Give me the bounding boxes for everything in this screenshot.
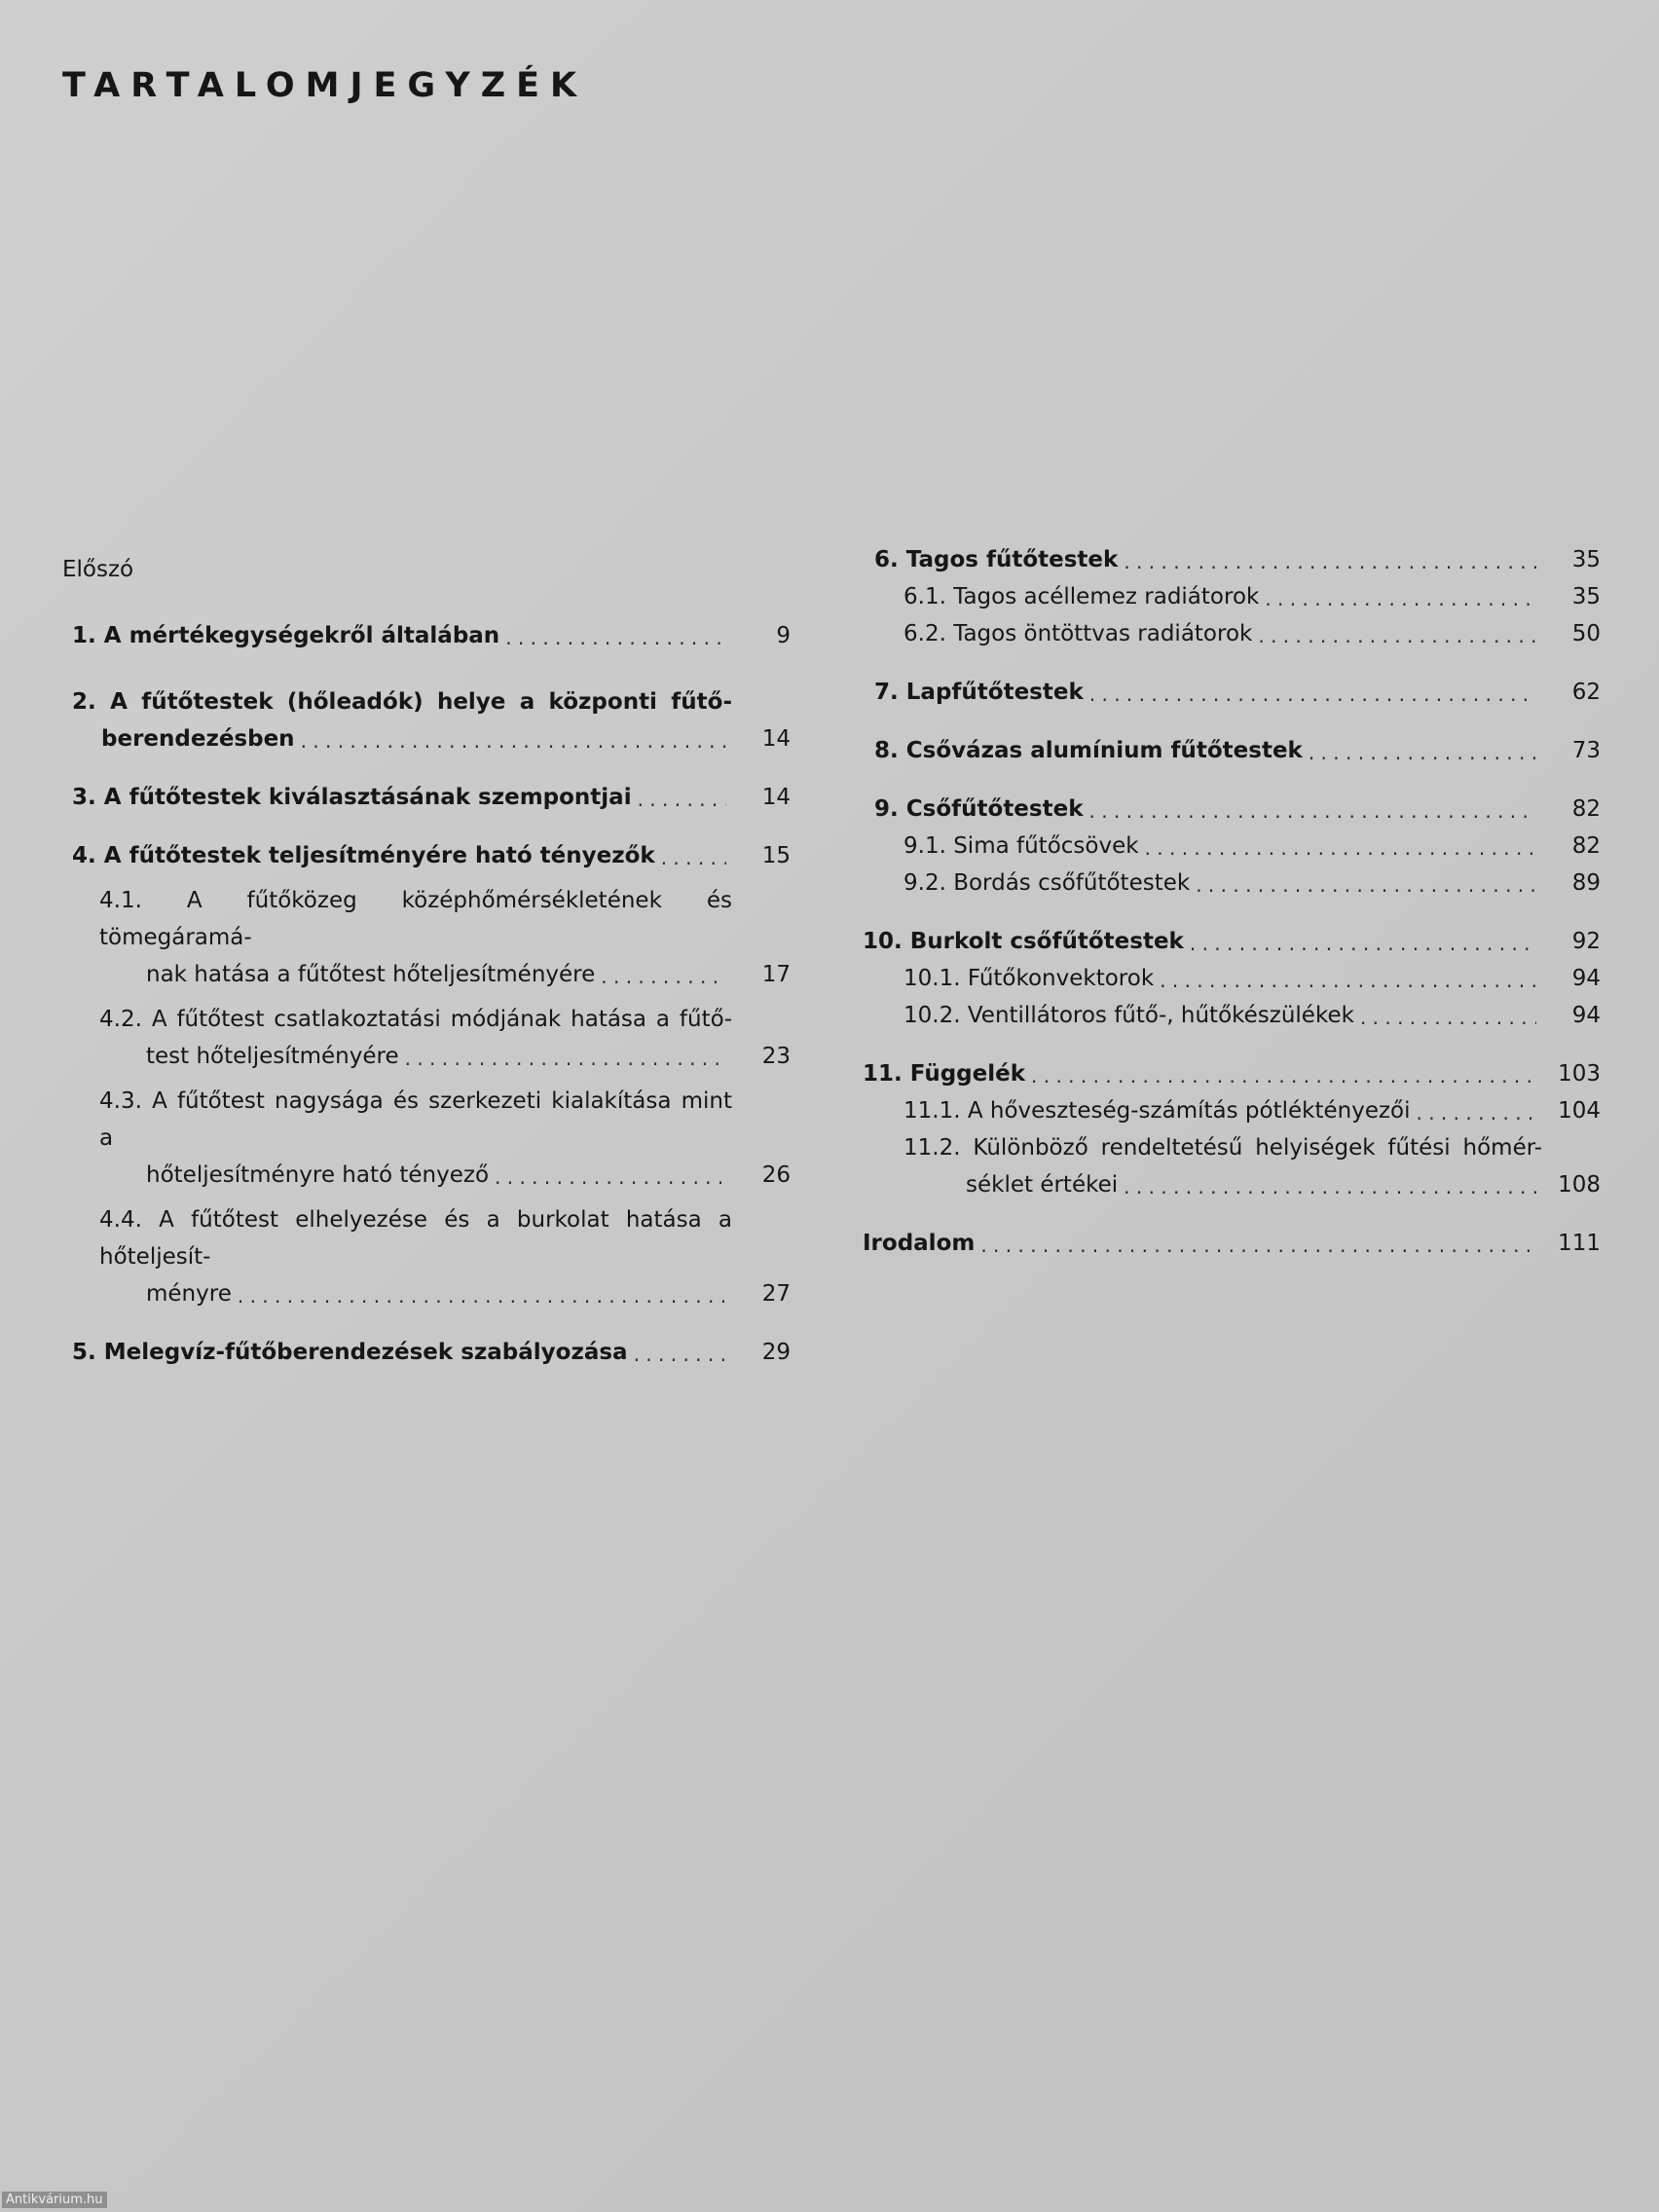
toc-entry-references bbox=[863, 1225, 1601, 1262]
toc-page-number: 82 bbox=[1571, 833, 1601, 859]
dot-leader bbox=[1309, 736, 1536, 769]
dot-leader bbox=[405, 1042, 726, 1075]
toc-entry-9-2 bbox=[863, 865, 1601, 902]
dot-leader bbox=[505, 621, 726, 654]
toc-entry-5 bbox=[62, 1334, 791, 1371]
toc-entry-label: 6.2. Tagos öntöttvas radiátorok bbox=[903, 621, 1253, 646]
toc-page-number: 94 bbox=[1571, 966, 1601, 991]
toc-entry-11-2 bbox=[863, 1129, 1601, 1203]
toc-page-number: 104 bbox=[1558, 1098, 1601, 1124]
toc-entry-7 bbox=[863, 674, 1601, 711]
toc-entry-11 bbox=[863, 1055, 1601, 1092]
toc-entry-label: 4.1. A fűtőközeg középhőmérsékletének és tömegáramá- bbox=[99, 888, 732, 950]
toc-entry-label: 2. A fűtőtestek (hőleadók) helye a központi fűtő- bbox=[72, 689, 732, 715]
toc-entry-label-cont: ményre bbox=[146, 1281, 232, 1307]
toc-entry-4 bbox=[62, 837, 791, 874]
toc-page-number: 62 bbox=[1571, 680, 1601, 705]
toc-entry-4-2 bbox=[62, 1001, 791, 1075]
toc-entry-label: 7. Lapfűtőtestek bbox=[874, 680, 1084, 705]
toc-left-column bbox=[62, 545, 791, 1371]
toc-page-number: 23 bbox=[761, 1044, 791, 1069]
dot-leader bbox=[1031, 1059, 1536, 1092]
toc-entry-11-1 bbox=[863, 1092, 1601, 1129]
toc-entry-3 bbox=[62, 779, 791, 816]
toc-page-number: 14 bbox=[761, 726, 791, 752]
toc-entry-label: 3. A fűtőtestek kiválasztásának szempontjai bbox=[72, 785, 632, 810]
dot-leader bbox=[1190, 927, 1536, 960]
toc-page-number: 29 bbox=[761, 1340, 791, 1365]
toc-page-number: 35 bbox=[1571, 547, 1601, 572]
toc-entry-6 bbox=[863, 541, 1601, 578]
toc-page-number: 94 bbox=[1571, 1003, 1601, 1028]
toc-page-number: 15 bbox=[761, 843, 791, 868]
toc-entry-label: 8. Csővázas alumínium fűtőtestek bbox=[874, 738, 1303, 763]
toc-entry-label: 6. Tagos fűtőtestek bbox=[874, 547, 1119, 572]
page-title: TARTALOMJEGYZÉK bbox=[62, 66, 588, 105]
toc-entry-label-cont: berendezésben bbox=[101, 726, 295, 752]
toc-page-number: 92 bbox=[1571, 929, 1601, 954]
dot-leader bbox=[1417, 1096, 1537, 1129]
dot-leader bbox=[980, 1229, 1536, 1262]
dot-leader bbox=[1160, 964, 1536, 997]
toc-entry-label: 9.1. Sima fűtőcsövek bbox=[903, 833, 1139, 859]
toc-entry-9 bbox=[863, 791, 1601, 828]
dot-leader bbox=[1196, 868, 1536, 902]
toc-entry-label-cont: nak hatása a fűtőtest hőteljesítményére bbox=[146, 962, 596, 987]
toc-page-number: 35 bbox=[1571, 584, 1601, 609]
dot-leader bbox=[301, 724, 726, 757]
toc-entry-6-1 bbox=[863, 578, 1601, 615]
toc-page-number: 26 bbox=[761, 1162, 791, 1188]
toc-entry-label: 5. Melegvíz-fűtőberendezések szabályozása bbox=[72, 1340, 628, 1365]
dot-leader bbox=[1124, 1170, 1536, 1203]
dot-leader bbox=[495, 1161, 726, 1194]
toc-entry-label-cont: hőteljesítményre ható tényező bbox=[146, 1162, 490, 1188]
toc-entry-10-1 bbox=[863, 960, 1601, 997]
toc-entry-label: 10.2. Ventillátoros fűtő-, hűtőkészülékek bbox=[903, 1003, 1354, 1028]
dot-leader bbox=[1145, 831, 1536, 865]
toc-entry-label: 4.4. A fűtőtest elhelyezése és a burkolat hatása a hőteljesít- bbox=[99, 1207, 733, 1270]
dot-leader bbox=[238, 1279, 726, 1312]
toc-page-number: 14 bbox=[761, 785, 791, 810]
toc-page-number: 111 bbox=[1558, 1231, 1601, 1256]
toc-entry-label: 6.1. Tagos acéllemez radiátorok bbox=[903, 584, 1260, 609]
dot-leader bbox=[1089, 678, 1536, 711]
toc-entry-label-cont: séklet értékei bbox=[966, 1172, 1119, 1198]
toc-page-number: 27 bbox=[761, 1281, 791, 1307]
dot-leader bbox=[1258, 619, 1536, 652]
toc-entry-4-3 bbox=[62, 1083, 791, 1194]
toc-entry-4-1 bbox=[62, 882, 791, 993]
toc-entry-8 bbox=[863, 732, 1601, 769]
toc-entry-4-4 bbox=[62, 1201, 791, 1312]
toc-page-number: 108 bbox=[1558, 1172, 1601, 1198]
toc-entry-label: 10.1. Fűtőkonvektorok bbox=[903, 966, 1155, 991]
dot-leader bbox=[1265, 582, 1536, 615]
toc-entry-10 bbox=[863, 923, 1601, 960]
dot-leader bbox=[1124, 545, 1536, 578]
toc-entry-label-cont: test hőteljesítményére bbox=[146, 1044, 399, 1069]
toc-page-number: 89 bbox=[1571, 870, 1601, 896]
toc-entry-label: 9. Csőfűtőtestek bbox=[874, 796, 1084, 822]
toc-page-number: 103 bbox=[1558, 1061, 1601, 1087]
toc-right-column bbox=[863, 541, 1601, 1262]
dot-leader bbox=[634, 1338, 726, 1371]
toc-entry-9-1 bbox=[863, 828, 1601, 865]
toc-entry-label: 1. A mértékegységekről általában bbox=[72, 623, 500, 648]
toc-entry-label: 11.1. A hőveszteség-számítás pótléktényezői bbox=[903, 1098, 1411, 1124]
dot-leader bbox=[1360, 1001, 1536, 1034]
toc-entry-label: 9.2. Bordás csőfűtőtestek bbox=[903, 870, 1191, 896]
toc-page-number: 9 bbox=[776, 623, 791, 648]
dot-leader bbox=[638, 783, 726, 816]
toc-entry-label: 10. Burkolt csőfűtőtestek bbox=[863, 929, 1184, 954]
toc-entry-6-2 bbox=[863, 615, 1601, 652]
toc-entry-1 bbox=[62, 617, 791, 654]
toc-entry-2 bbox=[62, 683, 791, 757]
dot-leader bbox=[1089, 794, 1537, 828]
toc-page-number: 50 bbox=[1571, 621, 1601, 646]
toc-page-number: 73 bbox=[1571, 738, 1601, 763]
toc-entry-label: 11.2. Különböző rendeltetésű helyiségek fűtési hőmér- bbox=[903, 1135, 1542, 1161]
watermark: Antikvárium.hu bbox=[2, 2192, 107, 2208]
toc-entry-10-2 bbox=[863, 997, 1601, 1034]
dot-leader bbox=[661, 841, 726, 874]
dot-leader bbox=[601, 960, 726, 993]
toc-entry-label: 4. A fűtőtestek teljesítményére ható tényezők bbox=[72, 843, 655, 868]
toc-entry-label: 11. Függelék bbox=[863, 1061, 1026, 1087]
toc-page-number: 82 bbox=[1571, 796, 1601, 822]
toc-page-number: 17 bbox=[761, 962, 791, 987]
toc-entry-label: 4.3. A fűtőtest nagysága és szerkezeti kialakítása mint a bbox=[99, 1088, 733, 1151]
toc-entry-label: 4.2. A fűtőtest csatlakoztatási módjának hatása a fűtő- bbox=[99, 1007, 732, 1032]
toc-entry-label: Irodalom bbox=[863, 1231, 976, 1256]
preface-entry: Előszó bbox=[62, 557, 134, 582]
